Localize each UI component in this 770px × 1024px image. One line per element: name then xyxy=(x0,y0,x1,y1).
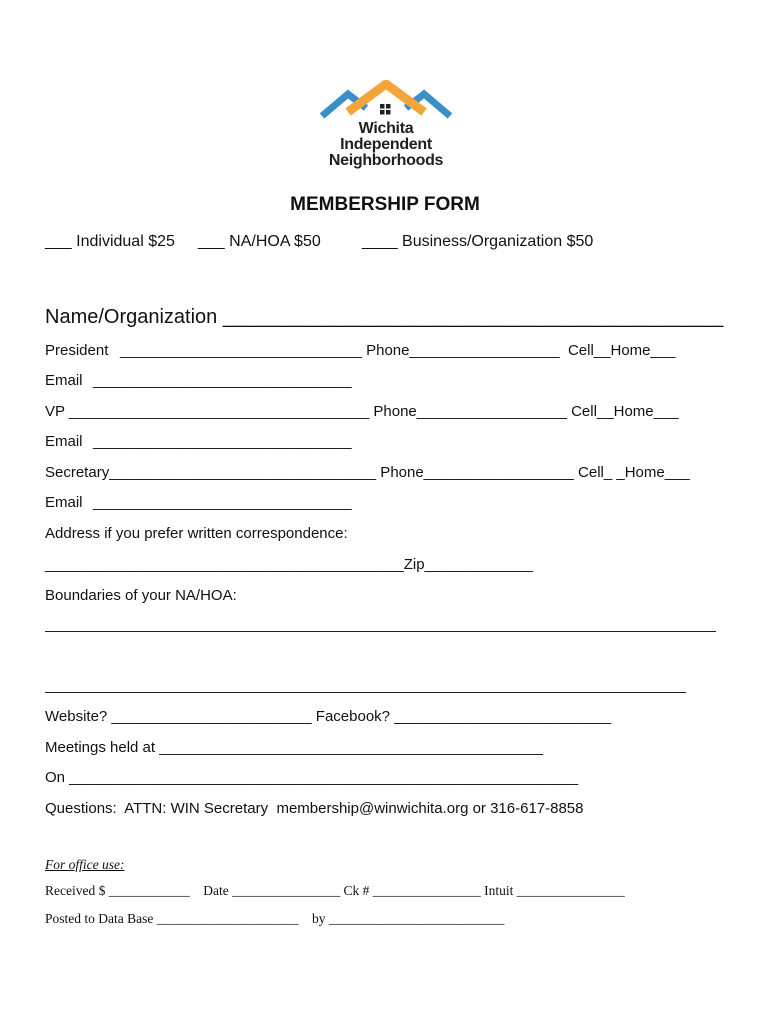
president-field[interactable]: _____________________________ Phone__________________ Cell__Home___ xyxy=(120,342,676,359)
house-roofs-icon xyxy=(318,80,454,122)
logo-line-1: Wichita xyxy=(358,120,414,137)
president-email-field[interactable]: _______________________________ xyxy=(93,372,352,389)
boundaries-line-2[interactable] xyxy=(45,692,686,693)
logo-line-2: Independent xyxy=(340,136,432,153)
logo xyxy=(318,80,454,172)
boundaries-label: Boundaries of your NA/HOA: xyxy=(45,587,237,604)
form-title: MEMBERSHIP FORM xyxy=(290,194,480,215)
office-received-line[interactable]: Received $ ____________ Date ________________ Ck # ________________ Intuit ________________ xyxy=(45,883,625,898)
website-facebook-field[interactable]: Website? ________________________ Facebook? __________________________ xyxy=(45,708,612,725)
vp-email-label: Email xyxy=(45,433,83,450)
option-individual[interactable]: ___ Individual $25 xyxy=(45,233,175,250)
vp-email-field[interactable]: _______________________________ xyxy=(93,433,352,450)
president-label: President xyxy=(45,342,109,359)
option-business[interactable]: ____ Business/Organization $50 xyxy=(362,233,594,250)
questions-contact: Questions: ATTN: WIN Secretary membership@winwichita.org or 316-617-8858 xyxy=(45,800,584,817)
secretary-field[interactable]: Secretary________________________________ Phone__________________ Cell_ _Home___ xyxy=(45,464,690,481)
secretary-email-label: Email xyxy=(45,494,83,511)
boundaries-line-1[interactable] xyxy=(45,631,716,632)
office-posted-line[interactable]: Posted to Data Base _____________________ by __________________________ xyxy=(45,911,505,926)
option-nahoa[interactable]: ___ NA/HOA $50 xyxy=(198,233,321,250)
meetings-field[interactable]: Meetings held at ______________________________________________ xyxy=(45,739,543,756)
address-zip-field[interactable]: ___________________________________________Zip_____________ xyxy=(45,556,534,573)
president-email-label: Email xyxy=(45,372,83,389)
logo-line-3: Neighborhoods xyxy=(328,152,444,169)
name-organization-field[interactable]: Name/Organization _____________________________________________ xyxy=(45,306,724,328)
vp-field[interactable]: VP ____________________________________ Phone__________________ Cell__Home___ xyxy=(45,403,679,420)
secretary-email-field[interactable]: _______________________________ xyxy=(93,494,352,511)
address-label: Address if you prefer written correspondence: xyxy=(45,525,348,542)
meetings-on-field[interactable]: On _____________________________________________________________ xyxy=(45,769,579,786)
office-use-heading: For office use: xyxy=(45,857,125,872)
